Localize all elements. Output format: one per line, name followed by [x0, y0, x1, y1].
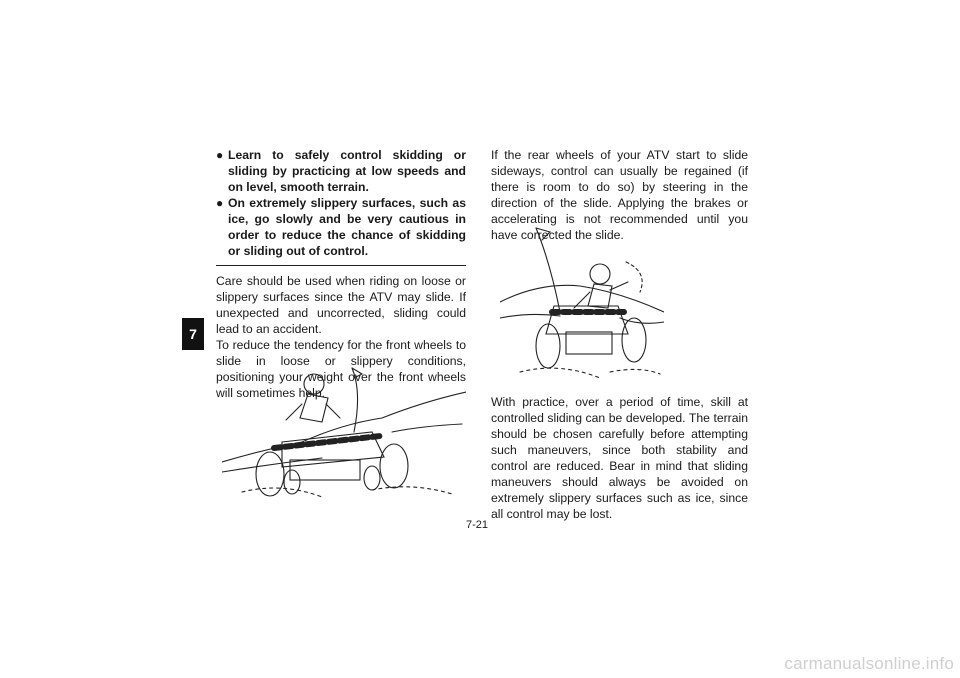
paragraph-loose-surfaces: Care should be used when riding on loose or slippery surfaces since the ATV may slide. If unexpected and uncorrected, sliding could lead to an accident.: [216, 274, 466, 336]
warning-bullet-1: [216, 147, 466, 195]
chapter-tab: 7: [182, 318, 204, 350]
paragraph-controlled-sliding: With practice, over a period of time, skill at controlled sliding can be developed. The terrain should be chosen carefully before attempting such maneuvers, since both stability and control are reduced. Bear in mind that sliding maneuvers should always be avoided on extremely slippery surfaces such as ice, since all control may be lost.: [491, 395, 748, 521]
warning-text: Learn to safely control skidding or sliding by practicing at low speeds and on level, smooth terrain.: [228, 148, 466, 194]
paragraph-front-wheels: To reduce the tendency for the front wheels to slide in loose or slippery conditions, positioning your weight over the front wheels will sometimes help.: [216, 338, 466, 400]
right-column-lower: [491, 394, 748, 522]
bullet-icon: ●: [216, 196, 224, 210]
atv-rear-slide-illustration: [500, 222, 664, 386]
bullet-icon: ●: [216, 148, 224, 162]
paragraph-rear-wheels: If the rear wheels of your ATV start to slide sideways, control can usually be regained (if there is room to do so) by steering in the direction of the slide. Applying the brakes or accelerating is not recommended until you have corrected the slide.: [491, 148, 748, 242]
watermark: carmanualsonline.info: [784, 654, 954, 673]
atv-front-slide-illustration: [222, 362, 466, 502]
warning-bullet-2: [216, 195, 466, 259]
page-number: 7-21: [466, 519, 489, 531]
warning-text: On extremely slippery surfaces, such as ice, go slowly and be very cautious in order to reduce the chance of skidding or sliding out of control.: [228, 196, 466, 258]
warning-divider: [216, 265, 466, 266]
